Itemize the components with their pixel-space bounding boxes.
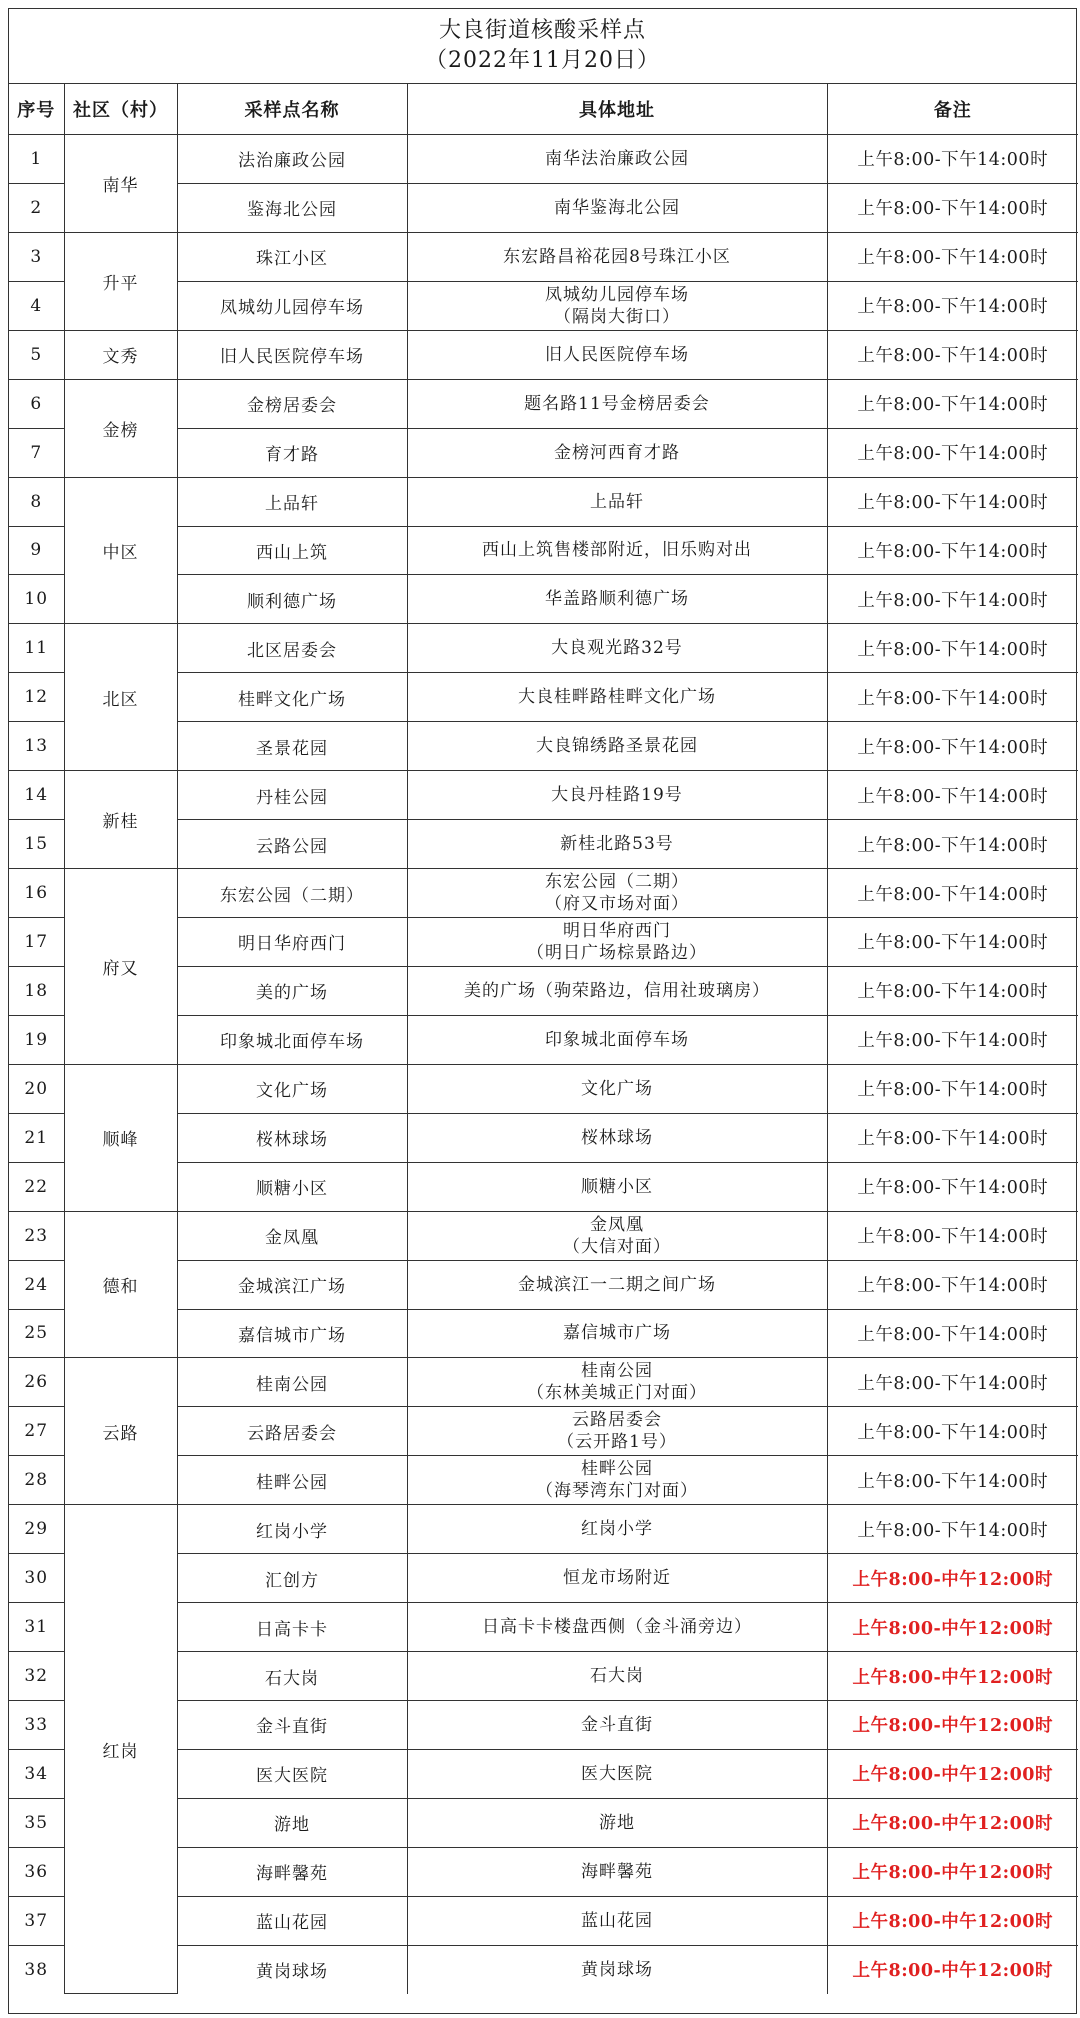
address-lines (408, 442, 827, 464)
address-lines (408, 1861, 827, 1883)
opening-hours: 上午8:00-下午14:00时 (827, 1211, 1078, 1260)
site-name: 蓝山花园 (177, 1896, 407, 1945)
address-line: 日高卡卡楼盘西侧（金斗涌旁边） (482, 1617, 752, 1638)
row-index: 4 (9, 281, 64, 330)
row-index: 18 (9, 966, 64, 1015)
table-row (9, 1505, 1078, 1554)
site-address (407, 1064, 827, 1113)
site-name: 桂畔文化广场 (177, 673, 407, 722)
opening-hours: 上午8:00-下午14:00时 (827, 1162, 1078, 1211)
address-lines (408, 1409, 827, 1453)
table-row (9, 379, 1078, 428)
site-address (407, 1505, 827, 1554)
address-line: （海琴湾东门对面） (536, 1481, 698, 1502)
address-line: 大良锦绣路圣景花园 (536, 736, 698, 757)
address-lines (408, 539, 827, 561)
address-lines (408, 148, 827, 170)
site-address (407, 869, 827, 918)
address-lines (408, 1616, 827, 1638)
row-index: 21 (9, 1113, 64, 1162)
address-lines (408, 197, 827, 219)
address-lines (408, 833, 827, 855)
opening-hours: 上午8:00-下午14:00时 (827, 624, 1078, 673)
address-lines (408, 637, 827, 659)
opening-hours: 上午8:00-下午14:00时 (827, 183, 1078, 232)
site-address (407, 281, 827, 330)
address-lines (408, 1214, 827, 1258)
address-line: 东宏公园（二期） (545, 872, 689, 893)
row-index: 28 (9, 1456, 64, 1505)
site-address (407, 771, 827, 820)
address-line: 桂南公园 (581, 1361, 653, 1382)
opening-hours: 上午8:00-下午14:00时 (827, 526, 1078, 575)
address-line: （明日广场棕景路边） (527, 942, 707, 963)
table-row (9, 1211, 1078, 1260)
site-name: 旧人民医院停车场 (177, 330, 407, 379)
address-lines (408, 686, 827, 708)
opening-hours: 上午8:00-中午12:00时 (827, 1847, 1078, 1896)
site-address (407, 1847, 827, 1896)
site-name: 印象城北面停车场 (177, 1015, 407, 1064)
table-row (9, 771, 1078, 820)
site-address (407, 135, 827, 184)
address-lines (408, 1458, 827, 1502)
site-address (407, 526, 827, 575)
table-row (9, 232, 1078, 281)
site-address (407, 1407, 827, 1456)
site-address (407, 183, 827, 232)
table-row (9, 869, 1078, 918)
sampling-sites-sheet (8, 8, 1077, 2014)
address-line: 嘉信城市广场 (563, 1323, 671, 1344)
address-lines (408, 1176, 827, 1198)
row-index: 13 (9, 722, 64, 771)
row-index: 17 (9, 918, 64, 967)
address-line: 红岗小学 (581, 1519, 653, 1540)
site-name: 丹桂公园 (177, 771, 407, 820)
address-line: 蓝山花园 (581, 1910, 653, 1931)
site-address (407, 1309, 827, 1358)
table-row (9, 624, 1078, 673)
address-lines (408, 1360, 827, 1404)
site-address (407, 624, 827, 673)
site-address (407, 673, 827, 722)
header-index: 序号 (9, 84, 64, 135)
table-row (9, 330, 1078, 379)
site-address (407, 1015, 827, 1064)
site-address (407, 1358, 827, 1407)
site-name: 桜林球场 (177, 1113, 407, 1162)
header-note: 备注 (827, 84, 1078, 135)
row-index: 29 (9, 1505, 64, 1554)
site-address (407, 575, 827, 624)
community-name: 府又 (64, 869, 177, 1065)
address-line: 黄岗球场 (581, 1959, 653, 1980)
address-line: （大信对面） (563, 1236, 671, 1257)
address-lines (408, 1763, 827, 1785)
row-index: 5 (9, 330, 64, 379)
address-line: 金斗直街 (581, 1714, 653, 1735)
address-lines (408, 1812, 827, 1834)
row-index: 10 (9, 575, 64, 624)
site-address (407, 1554, 827, 1603)
site-address (407, 1260, 827, 1309)
row-index: 32 (9, 1652, 64, 1701)
row-index: 16 (9, 869, 64, 918)
opening-hours: 上午8:00-中午12:00时 (827, 1554, 1078, 1603)
site-address (407, 1603, 827, 1652)
row-index: 27 (9, 1407, 64, 1456)
address-line: 南华法治廉政公园 (545, 148, 689, 169)
site-name: 顺糖小区 (177, 1162, 407, 1211)
opening-hours: 上午8:00-下午14:00时 (827, 281, 1078, 330)
header-community: 社区（村） (64, 84, 177, 135)
row-index: 38 (9, 1945, 64, 1993)
site-name: 东宏公园（二期） (177, 869, 407, 918)
address-lines (408, 588, 827, 610)
opening-hours: 上午8:00-下午14:00时 (827, 1407, 1078, 1456)
opening-hours: 上午8:00-下午14:00时 (827, 918, 1078, 967)
address-line: 明日华府西门 (563, 920, 671, 941)
address-line: 云路居委会 (572, 1410, 662, 1431)
row-index: 23 (9, 1211, 64, 1260)
site-name: 金凤凰 (177, 1211, 407, 1260)
address-line: 新桂北路53号 (560, 834, 674, 855)
address-line: 金榜河西育才路 (554, 442, 680, 463)
address-lines (408, 1518, 827, 1540)
site-name: 医大医院 (177, 1749, 407, 1798)
row-index: 37 (9, 1896, 64, 1945)
address-lines (408, 1274, 827, 1296)
row-index: 22 (9, 1162, 64, 1211)
opening-hours: 上午8:00-下午14:00时 (827, 232, 1078, 281)
site-name: 法治廉政公园 (177, 135, 407, 184)
opening-hours: 上午8:00-下午14:00时 (827, 771, 1078, 820)
site-name: 桂畔公园 (177, 1456, 407, 1505)
row-index: 1 (9, 135, 64, 184)
address-lines (408, 1127, 827, 1149)
opening-hours: 上午8:00-下午14:00时 (827, 673, 1078, 722)
page-title: 大良街道核酸采样点 (438, 18, 646, 43)
address-lines (408, 1567, 827, 1589)
opening-hours: 上午8:00-中午12:00时 (827, 1603, 1078, 1652)
opening-hours: 上午8:00-下午14:00时 (827, 1015, 1078, 1064)
opening-hours: 上午8:00-下午14:00时 (827, 477, 1078, 526)
community-name: 北区 (64, 624, 177, 771)
address-lines (408, 1029, 827, 1051)
address-lines (408, 1714, 827, 1736)
site-name: 日高卡卡 (177, 1603, 407, 1652)
site-name: 凤城幼儿园停车场 (177, 281, 407, 330)
opening-hours: 上午8:00-中午12:00时 (827, 1798, 1078, 1847)
table-row (9, 135, 1078, 184)
title-block (9, 9, 1076, 84)
site-address (407, 1701, 827, 1750)
sampling-sites-table (9, 84, 1078, 1994)
opening-hours: 上午8:00-中午12:00时 (827, 1749, 1078, 1798)
address-lines (408, 491, 827, 513)
opening-hours: 上午8:00-中午12:00时 (827, 1945, 1078, 1993)
row-index: 6 (9, 379, 64, 428)
opening-hours: 上午8:00-中午12:00时 (827, 1701, 1078, 1750)
site-name: 上品轩 (177, 477, 407, 526)
row-index: 7 (9, 428, 64, 477)
page-date: （2022年11月20日） (425, 48, 660, 73)
community-name: 德和 (64, 1211, 177, 1358)
row-index: 35 (9, 1798, 64, 1847)
row-index: 12 (9, 673, 64, 722)
address-line: 大良桂畔路桂畔文化广场 (518, 687, 716, 708)
row-index: 36 (9, 1847, 64, 1896)
site-name: 汇创方 (177, 1554, 407, 1603)
row-index: 2 (9, 183, 64, 232)
address-line: 印象城北面停车场 (545, 1029, 689, 1050)
address-line: 海畔馨苑 (581, 1861, 653, 1882)
site-name: 顺利德广场 (177, 575, 407, 624)
opening-hours: 上午8:00-下午14:00时 (827, 330, 1078, 379)
site-name: 桂南公园 (177, 1358, 407, 1407)
site-address (407, 232, 827, 281)
table-body (9, 135, 1078, 1994)
header-site-name: 采样点名称 (177, 84, 407, 135)
row-index: 24 (9, 1260, 64, 1309)
site-address (407, 1456, 827, 1505)
address-line: 凤城幼儿园停车场 (545, 284, 689, 305)
address-line: 美的广场（驹荣路边，信用社玻璃房） (464, 980, 770, 1001)
community-name: 升平 (64, 232, 177, 330)
site-address (407, 1945, 827, 1993)
site-name: 石大岗 (177, 1652, 407, 1701)
address-line: 医大医院 (581, 1763, 653, 1784)
site-name: 云路公园 (177, 820, 407, 869)
opening-hours: 上午8:00-下午14:00时 (827, 1113, 1078, 1162)
row-index: 15 (9, 820, 64, 869)
table-header-row (9, 84, 1078, 135)
site-name: 明日华府西门 (177, 918, 407, 967)
site-name: 海畔馨苑 (177, 1847, 407, 1896)
site-name: 云路居委会 (177, 1407, 407, 1456)
address-lines (408, 735, 827, 757)
address-lines (408, 1322, 827, 1344)
header-address: 具体地址 (407, 84, 827, 135)
site-address (407, 379, 827, 428)
address-line: 顺糖小区 (581, 1176, 653, 1197)
address-line: 华盖路顺利德广场 (545, 589, 689, 610)
row-index: 14 (9, 771, 64, 820)
community-name: 文秀 (64, 330, 177, 379)
site-name: 西山上筑 (177, 526, 407, 575)
address-lines (408, 1959, 827, 1981)
address-line: 题名路11号金榜居委会 (524, 393, 710, 414)
opening-hours: 上午8:00-下午14:00时 (827, 1505, 1078, 1554)
opening-hours: 上午8:00-下午14:00时 (827, 722, 1078, 771)
row-index: 3 (9, 232, 64, 281)
table-row (9, 1064, 1078, 1113)
address-lines (408, 246, 827, 268)
site-address (407, 722, 827, 771)
address-line: （府又市场对面） (545, 894, 689, 915)
community-name: 南华 (64, 135, 177, 233)
site-name: 文化广场 (177, 1064, 407, 1113)
address-line: 旧人民医院停车场 (545, 344, 689, 365)
site-address (407, 1162, 827, 1211)
opening-hours: 上午8:00-下午14:00时 (827, 820, 1078, 869)
site-address (407, 1896, 827, 1945)
row-index: 30 (9, 1554, 64, 1603)
opening-hours: 上午8:00-下午14:00时 (827, 869, 1078, 918)
site-name: 金榜居委会 (177, 379, 407, 428)
table-row (9, 1358, 1078, 1407)
opening-hours: 上午8:00-下午14:00时 (827, 379, 1078, 428)
site-address (407, 1113, 827, 1162)
site-address (407, 1749, 827, 1798)
site-address (407, 1798, 827, 1847)
address-line: 金凤凰 (590, 1214, 644, 1235)
opening-hours: 上午8:00-下午14:00时 (827, 135, 1078, 184)
address-line: 恒龙市场附近 (563, 1568, 671, 1589)
site-address (407, 330, 827, 379)
site-address (407, 1652, 827, 1701)
address-lines (408, 920, 827, 964)
table-row (9, 477, 1078, 526)
site-address (407, 918, 827, 967)
opening-hours: 上午8:00-下午14:00时 (827, 428, 1078, 477)
address-line: 文化广场 (581, 1078, 653, 1099)
address-lines (408, 1078, 827, 1100)
row-index: 9 (9, 526, 64, 575)
address-lines (408, 344, 827, 366)
row-index: 8 (9, 477, 64, 526)
community-name: 红岗 (64, 1505, 177, 1994)
site-name: 美的广场 (177, 966, 407, 1015)
opening-hours: 上午8:00-中午12:00时 (827, 1652, 1078, 1701)
address-line: 上品轩 (590, 491, 644, 512)
site-address (407, 820, 827, 869)
address-line: 桂畔公园 (581, 1459, 653, 1480)
opening-hours: 上午8:00-下午14:00时 (827, 1064, 1078, 1113)
community-name: 顺峰 (64, 1064, 177, 1211)
row-index: 25 (9, 1309, 64, 1358)
address-line: 西山上筑售楼部附近，旧乐购对出 (482, 540, 752, 561)
site-address (407, 428, 827, 477)
opening-hours: 上午8:00-下午14:00时 (827, 966, 1078, 1015)
community-name: 云路 (64, 1358, 177, 1505)
row-index: 20 (9, 1064, 64, 1113)
site-name: 北区居委会 (177, 624, 407, 673)
address-line: 桜林球场 (581, 1127, 653, 1148)
site-address (407, 966, 827, 1015)
address-line: （隔岗大街口） (554, 306, 680, 327)
address-lines (408, 980, 827, 1002)
row-index: 31 (9, 1603, 64, 1652)
row-index: 26 (9, 1358, 64, 1407)
community-name: 金榜 (64, 379, 177, 477)
row-index: 19 (9, 1015, 64, 1064)
opening-hours: 上午8:00-下午14:00时 (827, 1309, 1078, 1358)
opening-hours: 上午8:00-下午14:00时 (827, 1260, 1078, 1309)
row-index: 11 (9, 624, 64, 673)
address-lines (408, 784, 827, 806)
site-name: 金斗直街 (177, 1701, 407, 1750)
address-line: 东宏路昌裕花园8号珠江小区 (503, 246, 731, 267)
site-name: 游地 (177, 1798, 407, 1847)
site-name: 鉴海北公园 (177, 183, 407, 232)
site-name: 红岗小学 (177, 1505, 407, 1554)
address-line: 金城滨江一二期之间广场 (518, 1274, 716, 1295)
address-line: （云开路1号） (557, 1432, 677, 1453)
address-line: 大良丹桂路19号 (551, 785, 683, 806)
site-name: 圣景花园 (177, 722, 407, 771)
address-line: 南华鉴海北公园 (554, 197, 680, 218)
row-index: 34 (9, 1749, 64, 1798)
site-address (407, 477, 827, 526)
site-name: 珠江小区 (177, 232, 407, 281)
address-line: 游地 (599, 1812, 635, 1833)
site-name: 金城滨江广场 (177, 1260, 407, 1309)
site-name: 育才路 (177, 428, 407, 477)
row-index: 33 (9, 1701, 64, 1750)
address-lines (408, 1665, 827, 1687)
opening-hours: 上午8:00-下午14:00时 (827, 575, 1078, 624)
opening-hours: 上午8:00-下午14:00时 (827, 1358, 1078, 1407)
opening-hours: 上午8:00-中午12:00时 (827, 1896, 1078, 1945)
site-name: 嘉信城市广场 (177, 1309, 407, 1358)
community-name: 新桂 (64, 771, 177, 869)
community-name: 中区 (64, 477, 177, 624)
address-line: 大良观光路32号 (551, 638, 683, 659)
opening-hours: 上午8:00-下午14:00时 (827, 1456, 1078, 1505)
site-address (407, 1211, 827, 1260)
address-lines (408, 1910, 827, 1932)
address-line: （东林美城正门对面） (527, 1383, 707, 1404)
address-lines (408, 393, 827, 415)
site-name: 黄岗球场 (177, 1945, 407, 1993)
address-lines (408, 284, 827, 328)
address-lines (408, 871, 827, 915)
address-line: 石大岗 (590, 1666, 644, 1687)
